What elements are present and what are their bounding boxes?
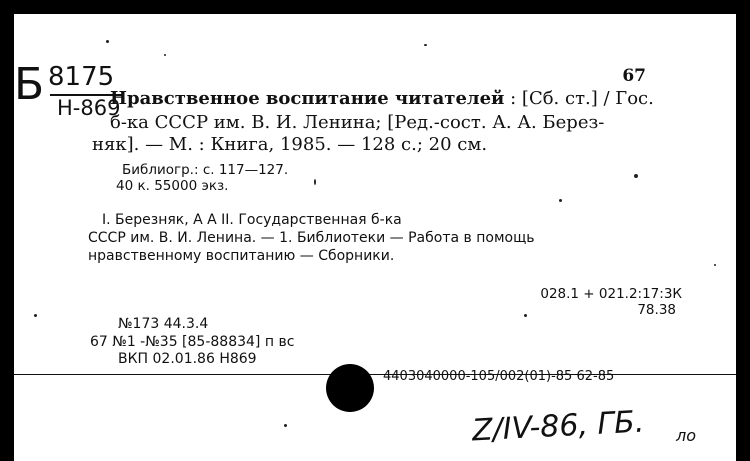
classification-index-2: 78.38 (637, 302, 676, 318)
title-line (110, 88, 654, 110)
bibliography-note: Библиогр.: с. 117—127. (122, 162, 289, 178)
speck (524, 314, 527, 317)
handwritten-date: Z/IV-86, ГБ. (471, 404, 646, 449)
title-rest: : [Сб. ст.] / Гос. (504, 88, 654, 109)
tracing-line-2: СССР им. В. И. Ленина. — 1. Библиотеки — Работа в помощь (88, 230, 535, 246)
price-print-run: 40 к. 55000 экз. (116, 178, 229, 194)
tracing-line-1: I. Березняк, А А II. Государственная б-ка (102, 212, 402, 228)
speck (714, 264, 716, 266)
call-number-bottom: Н-869 (57, 96, 121, 120)
speck (106, 40, 109, 43)
service-line-2: 67 №1 -№35 [85-88834] п вс (90, 334, 295, 350)
service-line-1: №173 44.3.4 (118, 316, 209, 332)
title-line-2: б-ка СССР им. В. И. Ленина; [Ред.-сост. А. А. Берез- (110, 112, 605, 133)
speck (284, 424, 287, 427)
speck (634, 174, 638, 178)
punch-hole (326, 364, 374, 412)
card-number: 67 (622, 66, 646, 86)
title-bold: Нравственное воспитание читателей (110, 88, 505, 109)
speck (34, 314, 37, 317)
title-line-3: няк]. — М. : Книга, 1985. — 128 с.; 20 см. (92, 134, 488, 155)
tracing-line-3: нравственному воспитанию — Сборники. (88, 248, 395, 264)
handwritten-letter: Б (14, 59, 45, 110)
speck (559, 199, 562, 202)
classification-index: 028.1 + 021.2:17:3К (540, 286, 682, 302)
card-base-rule (14, 374, 736, 375)
call-number-top: 8175 (48, 62, 115, 92)
catalog-card (14, 14, 736, 461)
service-line-3: ВКП 02.01.86 Н869 (118, 351, 257, 367)
speck (314, 179, 316, 185)
isbn-line: 4403040000-105/002(01)-85 62-85 (383, 369, 615, 384)
speck (164, 54, 166, 56)
handwritten-tail: ло (676, 426, 697, 445)
speck (424, 44, 427, 46)
